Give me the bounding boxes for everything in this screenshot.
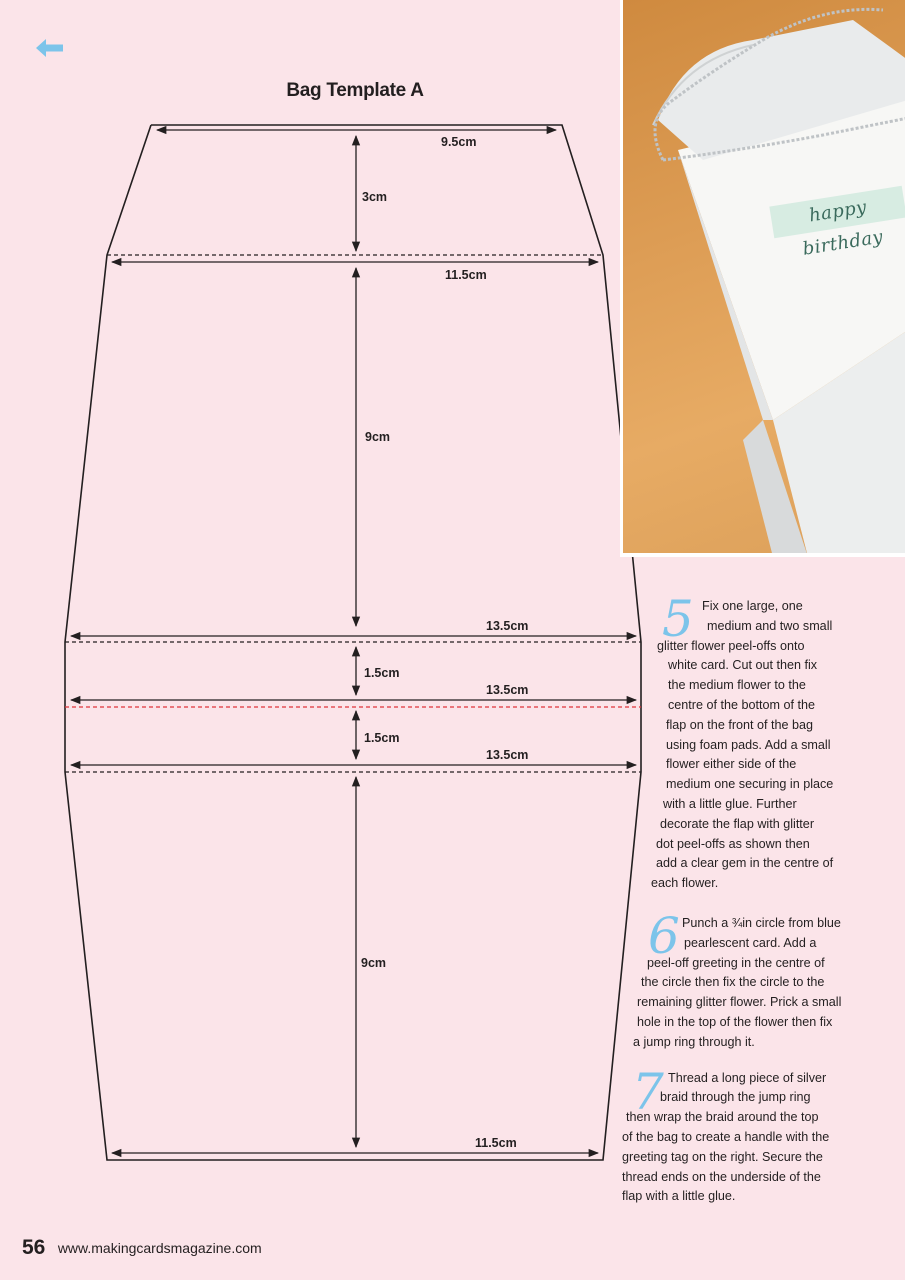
dim-upper-width: 11.5cm xyxy=(445,268,487,282)
page-number: 56 xyxy=(22,1236,46,1259)
step-5-line: glitter flower peel-offs onto xyxy=(657,638,805,653)
step-5 xyxy=(620,590,845,894)
step-5-line: with a little glue. Further xyxy=(663,796,797,811)
step-5-line: the medium flower to the xyxy=(668,678,806,693)
dim-base-height-1: 1.5cm xyxy=(364,666,400,680)
step-6-line: peel-off greeting in the centre of xyxy=(647,955,825,970)
step-7 xyxy=(620,1062,845,1208)
template-title: Bag Template A xyxy=(286,80,424,101)
dim-flap-height: 3cm xyxy=(362,190,388,204)
step-5-line: flap on the front of the bag xyxy=(666,717,814,732)
step-5-line: medium and two small xyxy=(707,618,833,633)
dim-front-height: 9cm xyxy=(365,430,391,444)
gift-bag-illustration xyxy=(623,0,905,557)
step-6 xyxy=(620,906,845,1053)
dim-mid-width-2: 13.5cm xyxy=(486,683,529,697)
dim-base-height-2: 1.5cm xyxy=(364,731,400,745)
step-number-7: 7 xyxy=(632,1062,664,1121)
step-number-5: 5 xyxy=(662,590,694,648)
greeting-tag: happy birthday xyxy=(769,186,905,239)
dim-top-width: 9.5cm xyxy=(441,135,477,149)
step-5-line: Fix one large, one xyxy=(702,599,803,613)
step-5-line: white card. Cut out then fix xyxy=(668,658,818,673)
dim-mid-width-1: 13.5cm xyxy=(486,619,529,633)
website-link[interactable]: www.makingcardsmagazine.com xyxy=(57,1240,262,1256)
finished-bag-photo xyxy=(620,0,905,557)
step-5-line: using foam pads. Add a small xyxy=(666,737,831,752)
step-number-6: 6 xyxy=(648,906,680,965)
step-6-line: pearlescent card. Add a xyxy=(684,935,817,950)
step-7-line: thread ends on the underside of the xyxy=(622,1169,821,1184)
step-6-line: Punch a ¾in circle from blue xyxy=(682,915,841,930)
step-6-line: hole in the top of the flower then fix xyxy=(637,1014,833,1029)
step-6-line: a jump ring through it. xyxy=(633,1034,755,1049)
instruction-steps xyxy=(620,590,845,1207)
dim-bottom-width: 11.5cm xyxy=(475,1136,517,1150)
step-7-line: flap with a little glue. xyxy=(622,1189,736,1204)
step-5-line: centre of the bottom of the xyxy=(668,697,816,712)
step-5-line: dot peel-offs as shown then xyxy=(656,836,810,851)
dim-mid-width-3: 13.5cm xyxy=(486,748,529,762)
step-6-line: the circle then fix the circle to the xyxy=(641,975,825,990)
step-5-line: decorate the flap with glitter xyxy=(660,816,815,831)
page-footer xyxy=(22,1236,262,1260)
step-5-line: medium one securing in place xyxy=(666,777,834,792)
step-5-line: each flower. xyxy=(651,876,719,891)
step-7-line: Thread a long piece of silver xyxy=(668,1070,827,1085)
step-5-line: add a clear gem in the centre of xyxy=(656,856,834,871)
step-7-line: of the bag to create a handle with the xyxy=(622,1129,830,1144)
step-5-line: flower either side of the xyxy=(666,757,797,772)
step-7-line: then wrap the braid around the top xyxy=(626,1110,819,1125)
step-7-line: greeting tag on the right. Secure the xyxy=(622,1149,823,1164)
dim-back-height: 9cm xyxy=(361,956,387,970)
step-7-line: braid through the jump ring xyxy=(660,1090,811,1105)
step-6-line: remaining glitter flower. Prick a small xyxy=(637,995,842,1010)
